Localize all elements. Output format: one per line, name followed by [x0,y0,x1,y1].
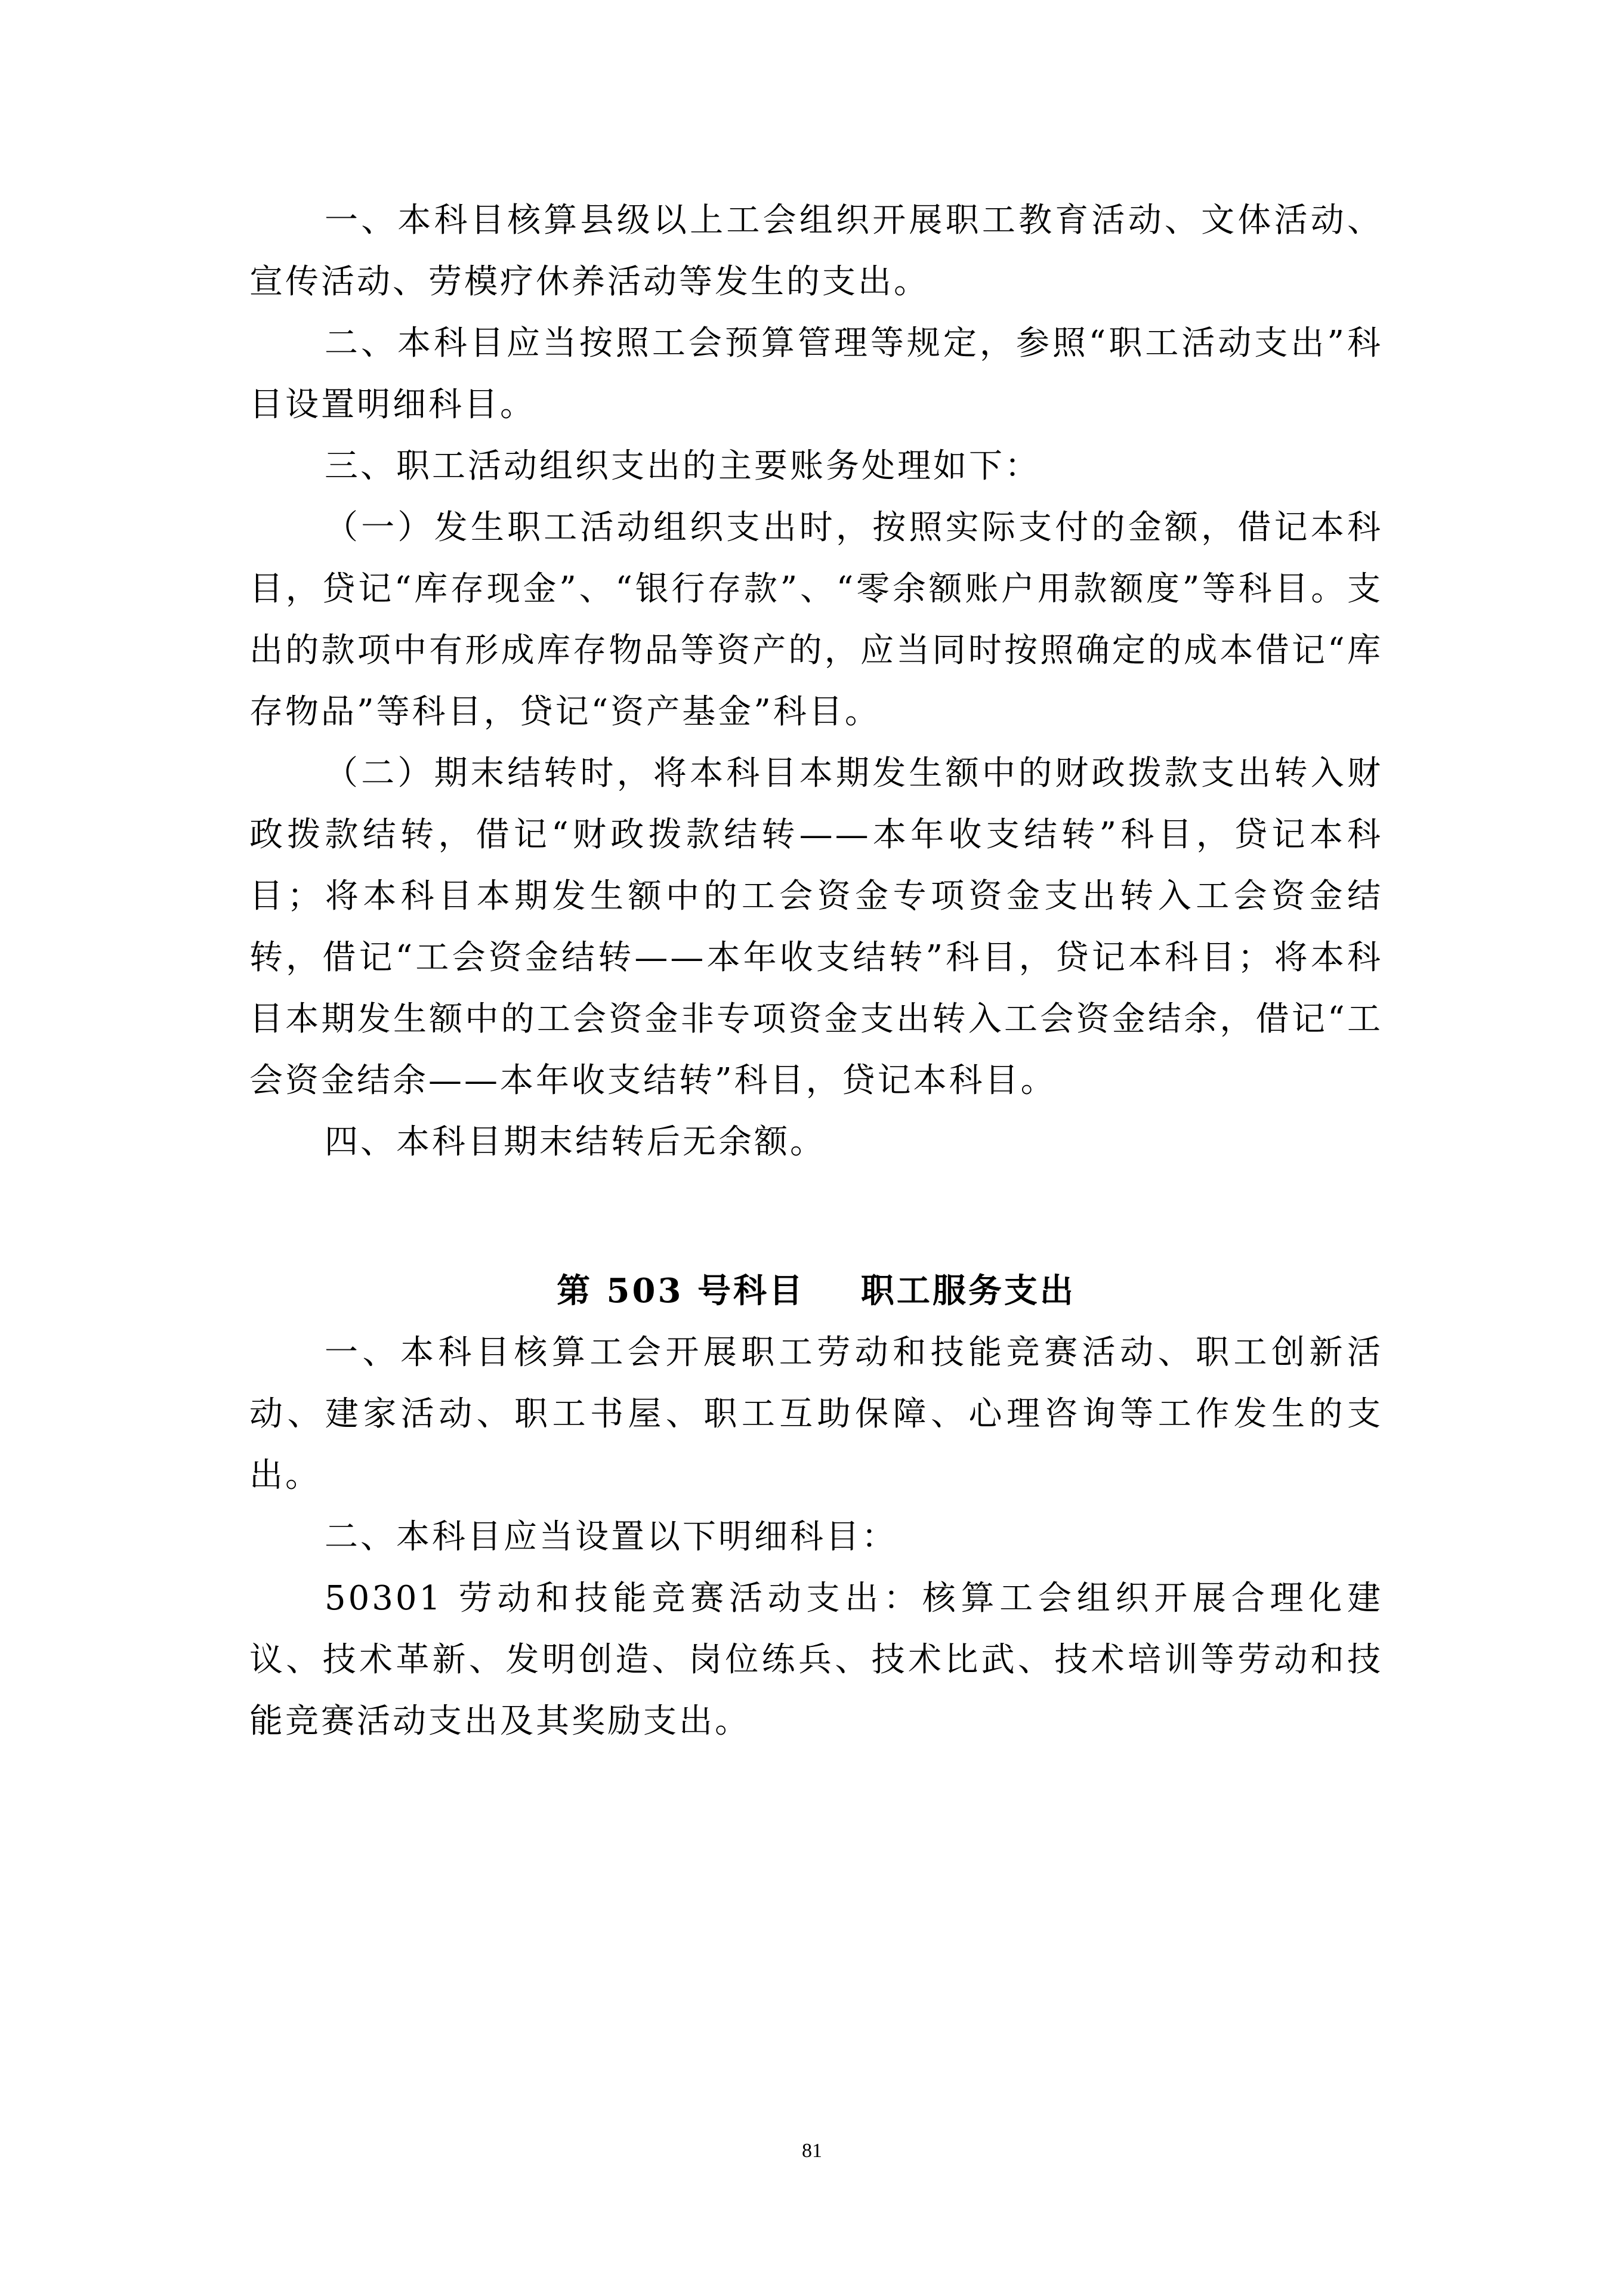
page-number: 81 [802,2140,822,2162]
paragraph-service-scope: 一、本科目核算工会开展职工劳动和技能竞赛活动、职工创新活动、建家活动、职工书屋、职工互助保障、心理咨询等工作发生的支出。 [249,1333,1383,1495]
section-heading: 第 503 号科目 职工服务支出 [557,1271,1076,1311]
paragraph-expense-entry: （一）发生职工活动组织支出时，按照实际支付的金额，借记本科目，贷记“库存现金”、“银行存款”、“零余额账户用款额度”等科目。支出的款项中有形成库存物品等资产的，应当同时按照确定的成本借记“库存物品”等科目，贷记“资产基金”科目。 [249,508,1383,731]
paragraph-period-end-transfer: （二）期末结转时，将本科目本期发生额中的财政拨款支出转入财政拨款结转，借记“财政拨款结转——本年收支结转”科目，贷记本科目；将本科目本期发生额中的工会资金专项资金支出转入工会资金结转，借记“工会资金结转——本年收支结转”科目，贷记本科目；将本科目本期发生额中的工会资金非专项资金支出转入工会资金结余，借记“工会资金结余——本年收支结转”科目，贷记本科目。 [249,754,1383,1100]
paragraph-no-balance: 四、本科目期末结转后无余额。 [325,1123,826,1161]
paragraph-service-detail-intro: 二、本科目应当设置以下明细科目： [325,1518,897,1556]
paragraph-scope: 一、本科目核算县级以上工会组织开展职工教育活动、文体活动、宣传活动、劳模疗休养活动等发生的支出。 [249,201,1383,301]
paragraph-50301: 50301 劳动和技能竞赛活动支出：核算工会组织开展合理化建议、技术革新、发明创造、岗位练兵、技术比武、技术培训等劳动和技能竞赛活动支出及其奖励支出。 [249,1579,1383,1741]
paragraph-detail-accounts: 二、本科目应当按照工会预算管理等规定，参照“职工活动支出”科目设置明细科目。 [249,324,1383,424]
paragraph-accounting-intro: 三、职工活动组织支出的主要账务处理如下： [325,447,1041,486]
page-content [249,190,1383,1752]
